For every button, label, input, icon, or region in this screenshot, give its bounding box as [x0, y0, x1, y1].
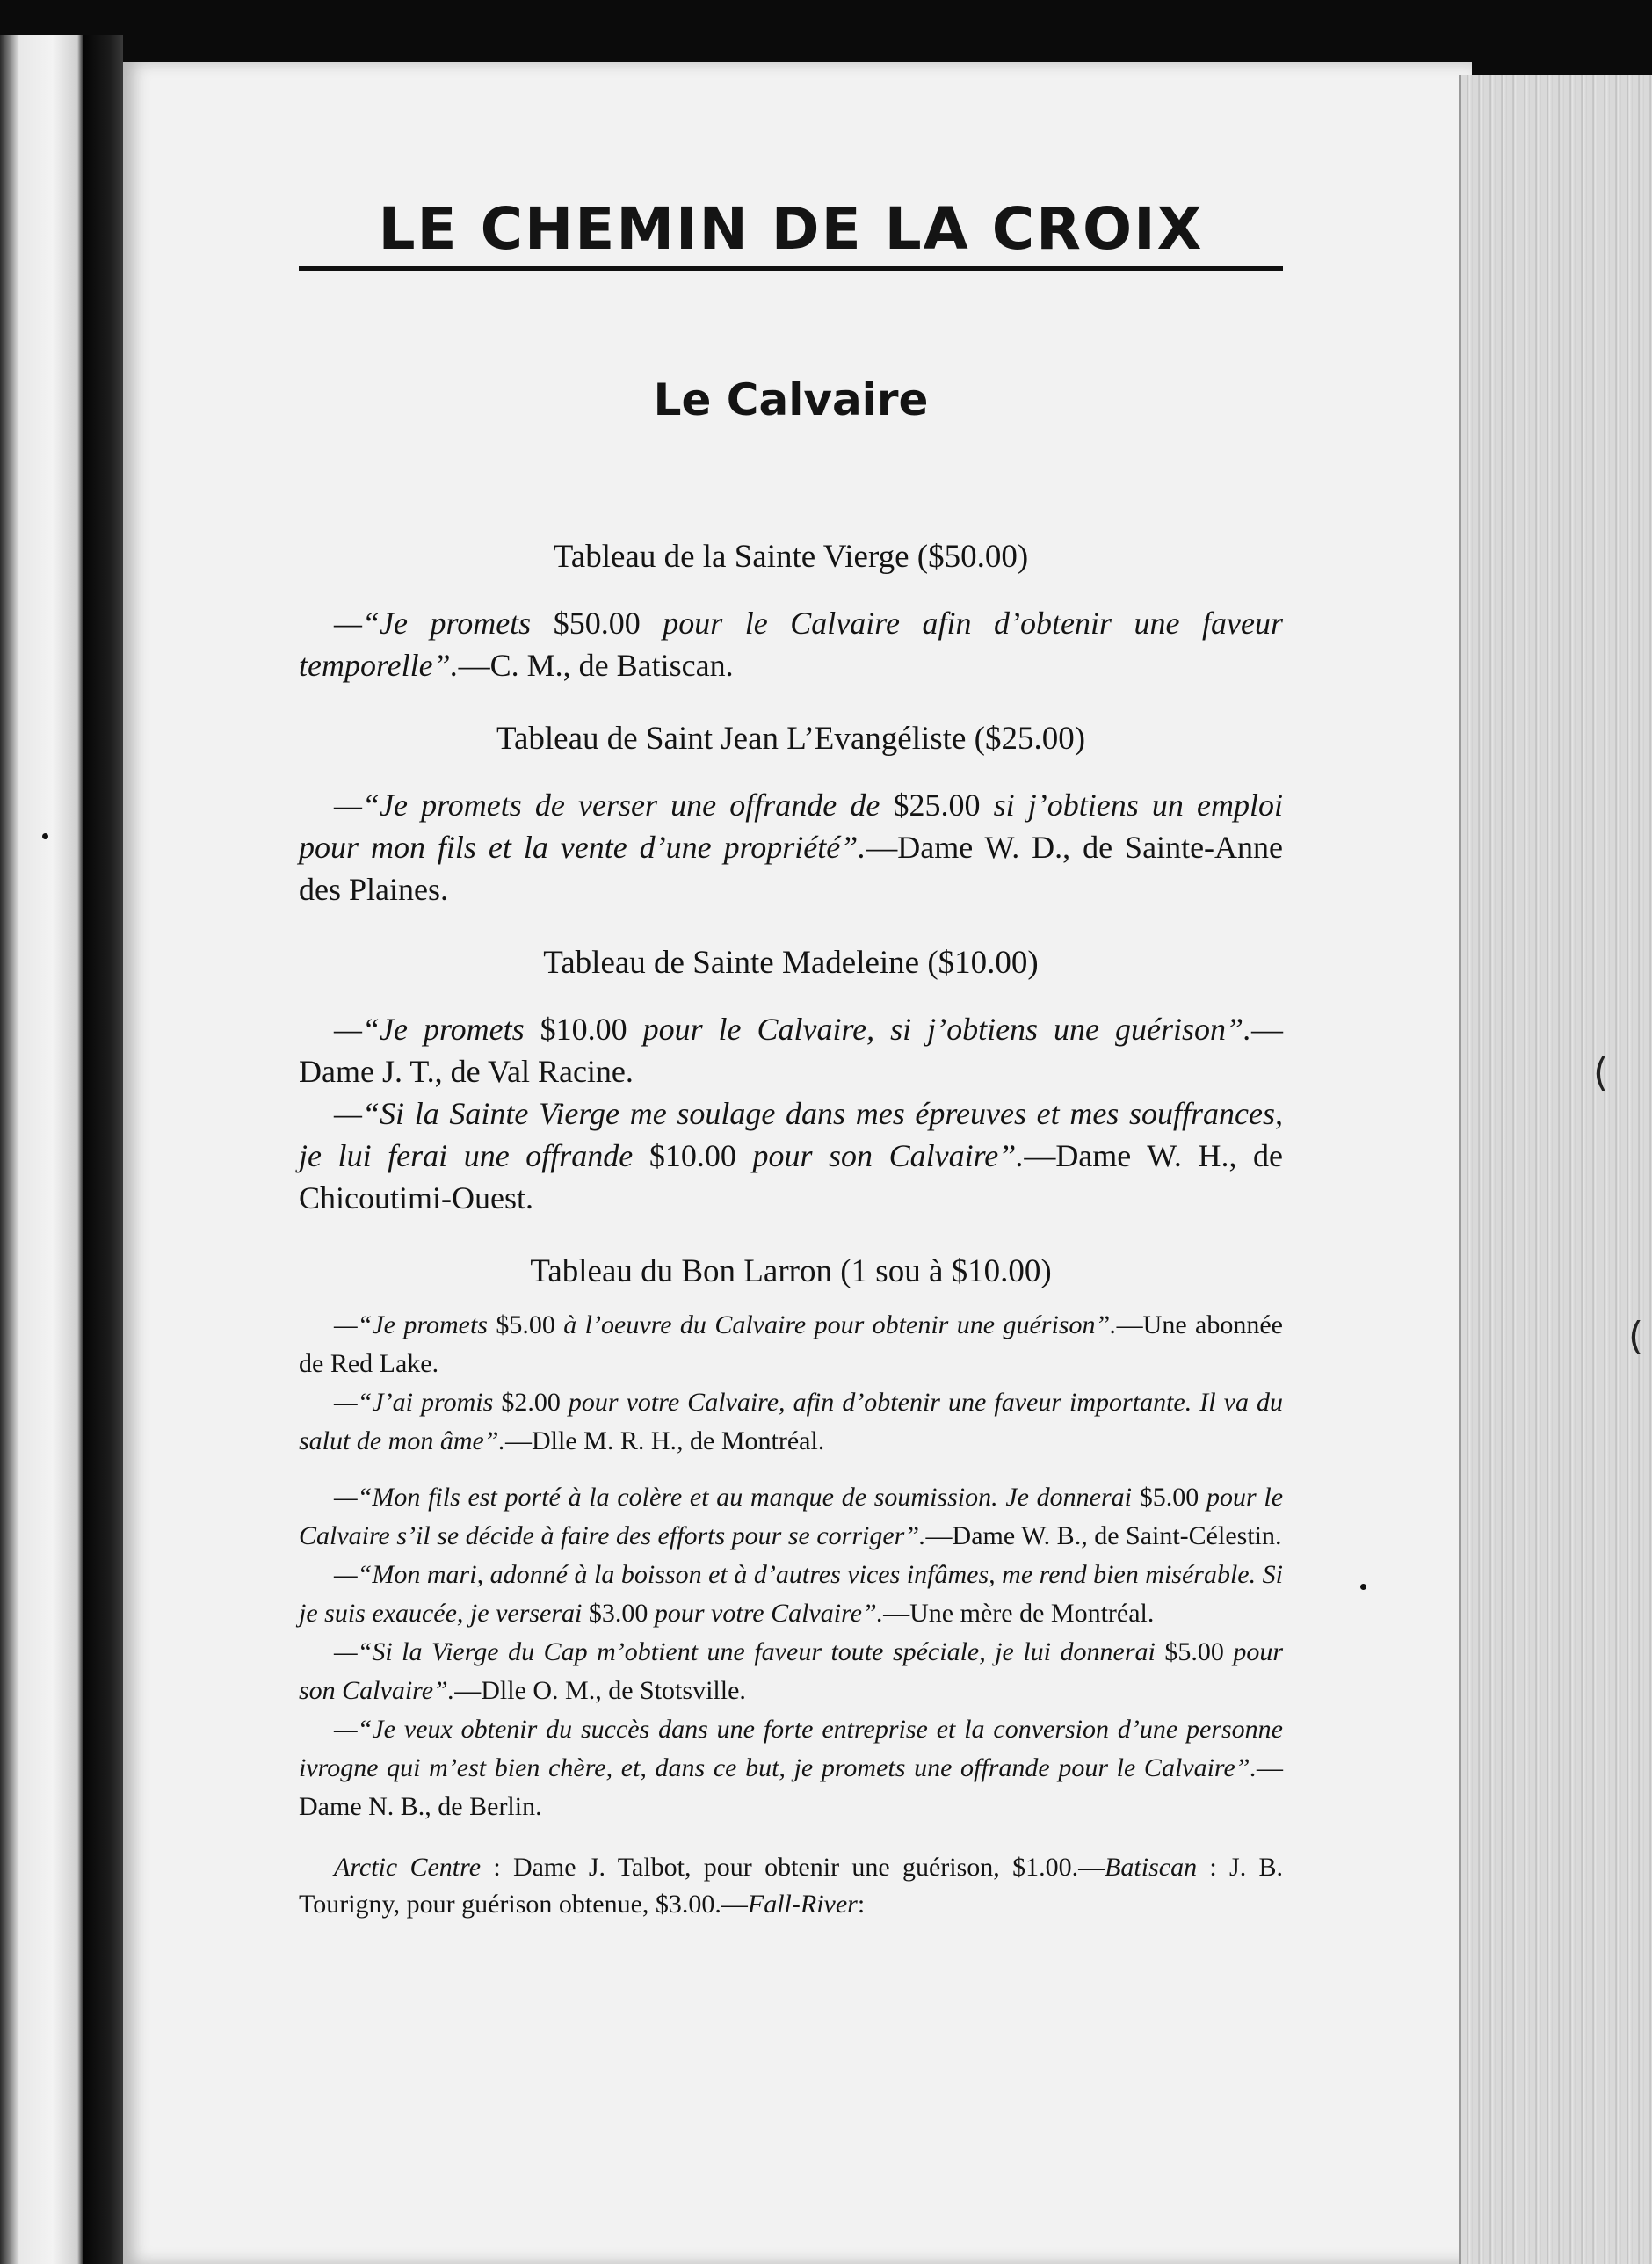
- stack-mark-2: (: [1628, 1314, 1644, 1359]
- entry-amount: $10.00: [633, 1138, 753, 1173]
- section-heading: Tableau de Saint Jean L’Evangéliste ($25.00): [496, 721, 1086, 757]
- entry: [299, 784, 1283, 911]
- section-heading: Tableau de la Sainte Vierge ($50.00): [553, 539, 1029, 575]
- entry-signature: —Dame W. H., de Chicoutimi-Ouest.: [299, 1138, 1284, 1215]
- entry: [299, 1383, 1283, 1461]
- entry-amount: $5.00: [1155, 1637, 1234, 1666]
- entry-quote: —“Je promets: [334, 1012, 525, 1047]
- entry-amount: $3.00: [582, 1599, 655, 1628]
- entry-quote: —“Je promets de verser une offrande de: [334, 787, 880, 823]
- entry-signature: —Dlle O. M., de Stotsville.: [454, 1676, 746, 1705]
- entry-quote: —“Mon fils est porté à la colère et au manque de soumission. Je donnerai: [334, 1483, 1133, 1512]
- scan-speck: [1360, 1584, 1366, 1590]
- entry: [299, 1092, 1283, 1219]
- entry-quote: —“J’ai promis: [334, 1388, 494, 1417]
- entry-quote-rest: pour votre Calvaire”.: [654, 1599, 884, 1628]
- page-content: [299, 176, 1283, 1923]
- entry-signature: —C. M., de Batiscan.: [458, 648, 734, 683]
- entry-quote-rest: pour le Calvaire s’il se décide à faire des efforts pour se corriger”.: [299, 1483, 1284, 1550]
- offering-text: :: [857, 1890, 866, 1919]
- entry-quote-rest: pour son Calvaire”.: [299, 1637, 1283, 1705]
- section-entries: [299, 784, 1283, 911]
- entry-amount: $5.00: [1132, 1483, 1206, 1512]
- entry-amount: $50.00: [531, 606, 663, 641]
- book-gutter: [83, 35, 123, 2264]
- page-title: LE CHEMIN DE LA CROIX: [299, 176, 1283, 271]
- entry-amount: $10.00: [524, 1012, 643, 1047]
- entry-quote: —“Si la Sainte Vierge me soulage dans mes épreuves et mes souffrances, je lui ferai une offrande: [299, 1096, 1283, 1173]
- left-page-edge: [0, 35, 83, 2264]
- entry-quote-rest: si j’obtiens un emploi pour mon fils et la vente d’une propriété”.: [299, 787, 1284, 865]
- entry-signature: —Dame J. T., de Val Racine.: [299, 1012, 1283, 1089]
- entry-quote: —“Je veux obtenir du succès dans une forte entreprise et la conversion d’une personne ivrogne qui m’est bien chère, et, dans ce but, je promets une offrande pour le Calvaire”.: [299, 1715, 1283, 1782]
- page-stack-edge: [1459, 75, 1652, 2264]
- entry: [299, 1478, 1283, 1556]
- spacer: [299, 1461, 1283, 1478]
- section-heading: Tableau de Sainte Madeleine ($10.00): [543, 945, 1039, 981]
- entry-signature: —Dame W. D., de Sainte-Anne des Plaines.: [299, 830, 1284, 907]
- entry-quote-rest: à l’oeuvre du Calvaire pour obtenir une guérison”.: [563, 1310, 1117, 1339]
- entry-quote-rest: pour le Calvaire afin d’obtenir une faveur temporelle”.: [299, 606, 1283, 683]
- entry-quote-rest: pour votre Calvaire, afin d’obtenir une faveur importante. Il va du salut de mon âme”.: [299, 1388, 1283, 1455]
- section-entries: [299, 1306, 1283, 1826]
- entry-amount: $2.00: [493, 1388, 569, 1417]
- entry: [299, 1008, 1283, 1092]
- place-name: Arctic Centre: [334, 1853, 482, 1882]
- entry-signature: —Dame W. B., de Saint-Célestin.: [925, 1521, 1282, 1550]
- place-name: Batiscan: [1105, 1853, 1198, 1882]
- entry-quote-rest: pour son Calvaire”.: [752, 1138, 1025, 1173]
- entry-quote: —“Si la Vierge du Cap m’obtient une faveur toute spéciale, je lui donnerai: [334, 1637, 1156, 1666]
- entry-signature: —Dlle M. R. H., de Montréal.: [505, 1426, 825, 1455]
- entry-quote: —“Je promets: [334, 1310, 488, 1339]
- entry-signature: —Dame N. B., de Berlin.: [299, 1753, 1283, 1821]
- entry-signature: —Une abonnée de Red Lake.: [299, 1310, 1283, 1378]
- entry-amount: $5.00: [487, 1310, 564, 1339]
- entry: [299, 1556, 1283, 1633]
- place-name: Fall-River: [747, 1890, 858, 1919]
- entry-amount: $25.00: [880, 787, 994, 823]
- offering-text: : J. B. Tourigny, pour guérison obtenue, $3.00.—: [299, 1853, 1283, 1919]
- entry: [299, 1306, 1283, 1383]
- entry: [299, 1633, 1283, 1710]
- section-entries: [299, 1008, 1283, 1219]
- stack-mark-1: (: [1593, 1050, 1609, 1095]
- section-entries: [299, 602, 1283, 686]
- section-heading: Tableau du Bon Larron (1 sou à $10.00): [530, 1253, 1052, 1289]
- entry-quote: —“Mon mari, adonné à la boisson et à d’autres vices infâmes, me rend bien misérable. Si je suis exaucée, je verserai: [299, 1560, 1283, 1628]
- entry: [299, 1710, 1283, 1826]
- entry-quote-rest: pour le Calvaire, si j’obtiens une guérison”.: [642, 1012, 1251, 1047]
- page-subtitle: Le Calvaire: [653, 374, 929, 425]
- scan-speck: [42, 833, 48, 839]
- entry: [299, 602, 1283, 686]
- entry-signature: —Une mère de Montréal.: [883, 1599, 1155, 1628]
- offerings-list: [299, 1849, 1283, 1923]
- offering-text: : Dame J. Talbot, pour obtenir une guérison, $1.00.—: [481, 1853, 1105, 1882]
- entry-quote: —“Je promets: [334, 606, 532, 641]
